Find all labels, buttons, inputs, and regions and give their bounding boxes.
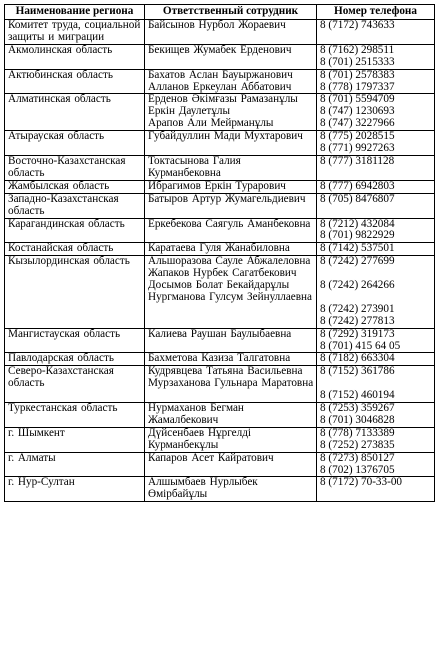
region-cell: Жамбылская область bbox=[5, 180, 145, 193]
table-row bbox=[5, 403, 435, 428]
region-cell: Мангистауская область bbox=[5, 328, 145, 353]
phone-number: 8 (747) 3227966 bbox=[320, 117, 395, 130]
region-cell: Кызылординская область bbox=[5, 256, 145, 328]
employee-cell bbox=[145, 403, 317, 428]
employee-cell bbox=[145, 193, 317, 218]
phone-cell bbox=[317, 243, 435, 256]
employee-cell bbox=[145, 256, 317, 328]
phone-number: 8 (7142) 537501 bbox=[320, 242, 395, 255]
phone-number: 8 (701) 2515333 bbox=[320, 55, 395, 68]
table-row bbox=[5, 44, 435, 69]
employee-name: Бекищев Жумабек Ерденович bbox=[148, 44, 292, 56]
employee-name: Алланов Еркеулан Аббатович bbox=[148, 80, 292, 93]
employee-name: Досымов Болат Бекайдарұлы bbox=[148, 279, 290, 292]
employee-cell bbox=[145, 218, 317, 243]
region-cell: Северо-Казахстанская область bbox=[5, 366, 145, 403]
phone-cell bbox=[317, 366, 435, 403]
region-cell: Атырауская область bbox=[5, 131, 145, 156]
region-cell: Туркестанская область bbox=[5, 403, 145, 428]
phone-number: 8 (701) 9822929 bbox=[320, 229, 395, 242]
phone-number: 8 (775) 2028515 bbox=[320, 130, 395, 143]
phone-number: 8 (7242) 264266 bbox=[320, 279, 395, 292]
phone-cell bbox=[317, 218, 435, 243]
region-cell: Павлодарская область bbox=[5, 353, 145, 366]
table-header-row bbox=[5, 5, 435, 20]
table-row bbox=[5, 69, 435, 94]
table-row bbox=[5, 193, 435, 218]
employee-name: Жапаков Нурбек Сагатбекович bbox=[148, 267, 297, 280]
phone-number: 8 (747) 1230693 bbox=[320, 105, 395, 118]
region-cell: Восточно-Казахстанская область bbox=[5, 155, 145, 180]
phone-number: 8 (777) 3181128 bbox=[320, 155, 395, 167]
phone-cell bbox=[317, 427, 435, 452]
table-row bbox=[5, 452, 435, 477]
region-cell: Актюбинская область bbox=[5, 69, 145, 94]
employee-name: Токтасынова Галия Курманбековна bbox=[148, 155, 241, 179]
region-cell: Западно-Казахстанская область bbox=[5, 193, 145, 218]
employee-cell bbox=[145, 155, 317, 180]
phone-cell bbox=[317, 452, 435, 477]
region-cell: г. Нур-Султан bbox=[5, 477, 145, 502]
table-body bbox=[5, 20, 435, 502]
phone-number: 8 (701) 3046828 bbox=[320, 413, 395, 426]
employee-name: Кудрявцева Татьяна Васильевна bbox=[148, 365, 303, 378]
phone-number: 8 (778) 1797337 bbox=[320, 80, 395, 93]
contacts-table bbox=[4, 4, 435, 502]
phone-number: 8 (771) 9927263 bbox=[320, 142, 395, 155]
phone-number: 8 (7273) 850127 bbox=[320, 452, 395, 464]
contacts-document bbox=[4, 4, 434, 502]
employee-cell bbox=[145, 243, 317, 256]
employee-name: Батыров Артур Жумагельдиевич bbox=[148, 193, 306, 205]
employee-cell bbox=[145, 427, 317, 452]
header-region: Наименование региона bbox=[5, 5, 145, 20]
phone-cell bbox=[317, 69, 435, 94]
phone-number: 8 (778) 7133389 bbox=[320, 427, 395, 439]
employee-name: Мурзаханова Гульнара Маратовна bbox=[148, 377, 314, 390]
employee-name: Бахатов Аслан Бауыржанович bbox=[148, 69, 293, 81]
employee-name: Капаров Асет Кайратович bbox=[148, 452, 274, 464]
employee-name: Алшымбаев Нурлыбек Өмірбайұлы bbox=[148, 476, 258, 501]
phone-number: 8 (7152) 460194 bbox=[320, 389, 395, 402]
region-cell: Алматинская область bbox=[5, 94, 145, 131]
phone-number: 8 (7172) 743633 bbox=[320, 19, 395, 31]
phone-number: 8 (7242) 277699 bbox=[320, 255, 395, 268]
phone-cell bbox=[317, 256, 435, 328]
phone-number: 8 (701) 415 64 05 bbox=[320, 339, 401, 352]
phone-number: 8 (777) 6942803 bbox=[320, 180, 395, 192]
employee-cell bbox=[145, 20, 317, 45]
region-cell: Карагандинская область bbox=[5, 218, 145, 243]
phone-number: 8 (7292) 319173 bbox=[320, 328, 395, 340]
employee-cell bbox=[145, 477, 317, 502]
employee-cell bbox=[145, 44, 317, 69]
employee-name: Байсынов Нурбол Жораевич bbox=[148, 19, 286, 31]
table-row bbox=[5, 353, 435, 366]
phone-number: 8 (702) 1376705 bbox=[320, 463, 395, 476]
employee-name: Нурмаханов Бегман Жамалбекович bbox=[148, 402, 244, 426]
phone-number: 8 (701) 5594709 bbox=[320, 93, 395, 106]
employee-name: Еркебекова Саягуль Аманбековна bbox=[148, 218, 311, 230]
phone-cell bbox=[317, 180, 435, 193]
employee-cell bbox=[145, 366, 317, 403]
employee-cell bbox=[145, 94, 317, 131]
phone-number: 8 (7172) 70-33-00 bbox=[320, 476, 403, 489]
employee-cell bbox=[145, 328, 317, 353]
employee-cell bbox=[145, 353, 317, 366]
phone-cell bbox=[317, 131, 435, 156]
phone-number: 8 (7242) 277813 bbox=[320, 314, 395, 327]
header-phone: Номер телефона bbox=[317, 5, 435, 20]
table-row bbox=[5, 328, 435, 353]
phone-cell bbox=[317, 155, 435, 180]
table-row bbox=[5, 180, 435, 193]
region-cell: г. Шымкент bbox=[5, 427, 145, 452]
phone-cell bbox=[317, 20, 435, 45]
employee-name: Нургманова Гулсум Зейнуллаевна bbox=[148, 290, 312, 303]
employee-cell bbox=[145, 131, 317, 156]
employee-name: Бахметова Казиза Талгатовна bbox=[148, 352, 291, 365]
table-row bbox=[5, 243, 435, 256]
employee-name: Ерденов Әкімғазы Рамазанұлы bbox=[148, 93, 298, 106]
employee-name: Арапов Али Мейрманұлы bbox=[148, 117, 274, 130]
phone-number: 8 (705) 8476807 bbox=[320, 193, 395, 205]
table-row bbox=[5, 155, 435, 180]
region-cell: Костанайская область bbox=[5, 243, 145, 256]
employee-name: Калиева Раушан Баулыбаевна bbox=[148, 328, 292, 340]
phone-number: 8 (7212) 432084 bbox=[320, 218, 395, 230]
employee-name: Губайдуллин Мади Мухтарович bbox=[148, 130, 303, 143]
phone-number: 8 (701) 2578383 bbox=[320, 69, 395, 81]
region-cell: г. Алматы bbox=[5, 452, 145, 477]
employee-cell bbox=[145, 180, 317, 193]
employee-name: Дүйсенбаев Нұргелді Курманбекұлы bbox=[148, 427, 252, 451]
employee-name: Каратаева Гуля Жанабиловна bbox=[148, 242, 290, 255]
employee-name: Еркін Даулетұлы bbox=[148, 105, 231, 118]
phone-cell bbox=[317, 94, 435, 131]
header-employee: Ответственный сотрудник bbox=[145, 5, 317, 20]
table-row bbox=[5, 20, 435, 45]
employee-cell bbox=[145, 452, 317, 477]
region-cell: Комитет труда, социальной защиты и миграции bbox=[5, 20, 145, 45]
phone-number: 8 (7162) 298511 bbox=[320, 44, 395, 56]
phone-cell bbox=[317, 193, 435, 218]
table-row bbox=[5, 256, 435, 328]
employee-cell bbox=[145, 69, 317, 94]
phone-number: 8 (7242) 273901 bbox=[320, 302, 395, 315]
phone-cell bbox=[317, 44, 435, 69]
table-row bbox=[5, 427, 435, 452]
phone-cell bbox=[317, 353, 435, 366]
phone-number: 8 (7253) 359267 bbox=[320, 402, 395, 415]
phone-cell bbox=[317, 403, 435, 428]
phone-cell bbox=[317, 477, 435, 502]
phone-number: 8 (7152) 361786 bbox=[320, 365, 395, 378]
phone-number: 8 (7252) 273835 bbox=[320, 438, 395, 451]
table-row bbox=[5, 477, 435, 502]
table-row bbox=[5, 218, 435, 243]
phone-cell bbox=[317, 328, 435, 353]
region-cell: Акмолинская область bbox=[5, 44, 145, 69]
employee-name: Ибрагимов Еркін Турарович bbox=[148, 180, 286, 192]
table-row bbox=[5, 94, 435, 131]
employee-name: Альшоразова Сауле Абжалеловна bbox=[148, 255, 311, 268]
table-row bbox=[5, 366, 435, 403]
phone-number: 8 (7182) 663304 bbox=[320, 352, 395, 365]
table-row bbox=[5, 131, 435, 156]
